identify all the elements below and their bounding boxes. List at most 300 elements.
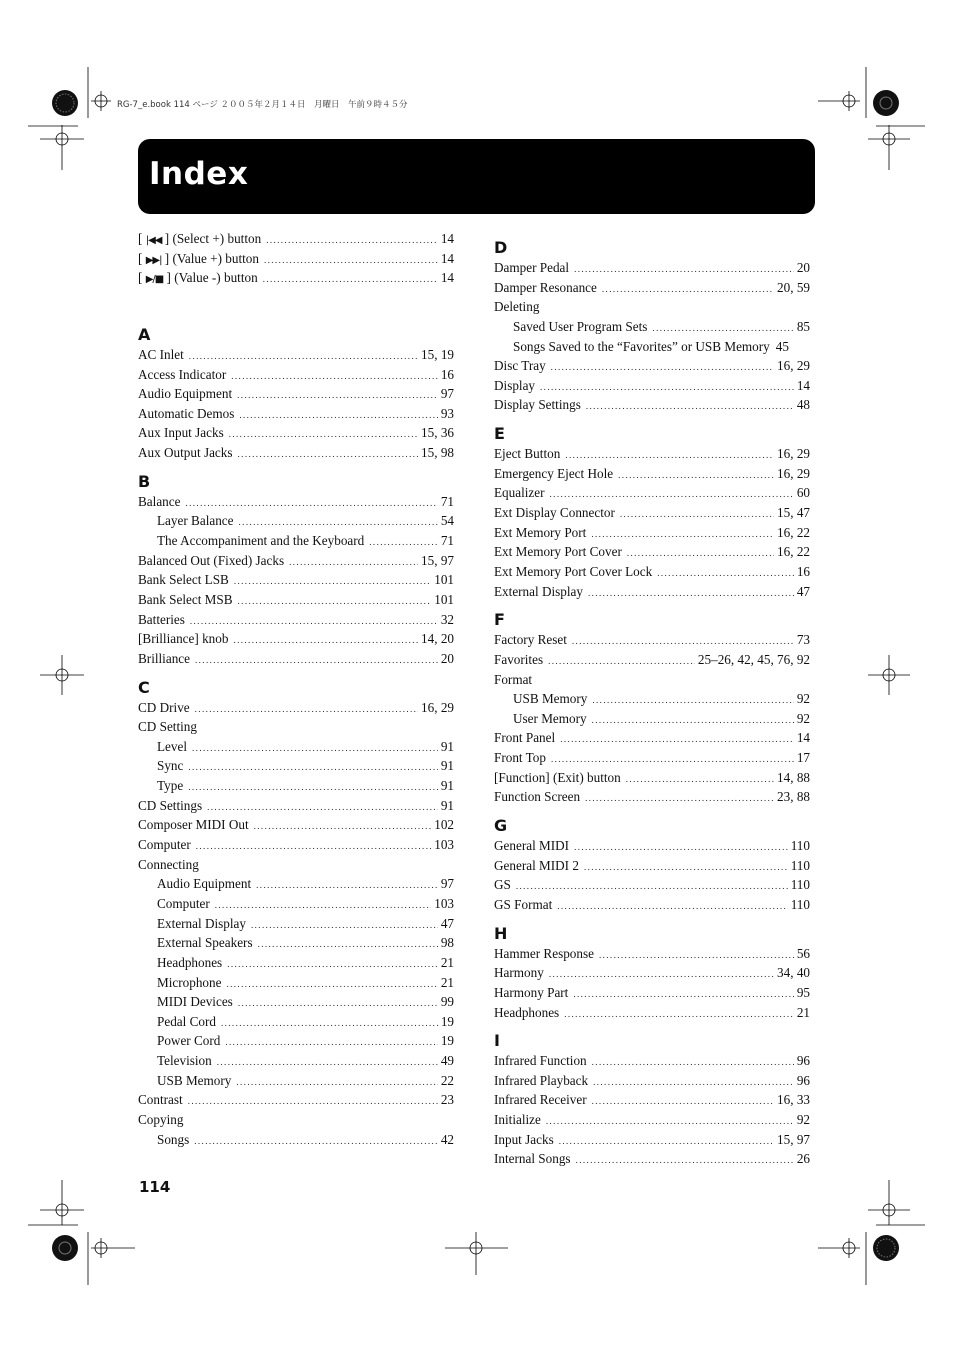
entry-page-ref: 34, 40 bbox=[777, 965, 810, 981]
index-subentry bbox=[494, 317, 810, 337]
entry-page-ref: 91 bbox=[440, 738, 454, 754]
index-entry bbox=[138, 796, 454, 816]
leader-dots bbox=[188, 778, 438, 798]
index-entry bbox=[494, 483, 810, 503]
entry-page-ref: 102 bbox=[434, 817, 454, 833]
index-group-heading bbox=[494, 297, 810, 317]
index-letter-heading: I bbox=[494, 1031, 500, 1051]
entry-page-ref: 103 bbox=[434, 837, 454, 853]
index-entry bbox=[494, 856, 810, 876]
leader-dots bbox=[264, 251, 438, 271]
leader-dots bbox=[584, 858, 788, 878]
entry-page-ref: 15, 36 bbox=[421, 425, 454, 441]
index-letter-heading: H bbox=[494, 923, 508, 943]
index-subentry bbox=[138, 1031, 454, 1051]
entry-label: Type bbox=[157, 778, 184, 794]
entry-page-ref: 15, 47 bbox=[777, 505, 810, 521]
entry-label: User Memory bbox=[513, 710, 587, 726]
skip-back-icon: |◀◀ bbox=[145, 235, 162, 246]
index-entry bbox=[494, 1003, 810, 1023]
entry-page-ref: 110 bbox=[790, 877, 810, 893]
entry-label: Bank Select MSB bbox=[138, 591, 233, 607]
leader-dots bbox=[588, 584, 794, 604]
index-subentry bbox=[138, 511, 454, 531]
index-entry bbox=[494, 523, 810, 543]
entry-label: External Display bbox=[157, 915, 246, 931]
index-entry bbox=[494, 1130, 810, 1150]
index-letter-heading: D bbox=[494, 238, 508, 257]
leader-dots bbox=[238, 445, 419, 465]
index-entry bbox=[138, 551, 454, 571]
entry-label: Computer bbox=[157, 895, 210, 911]
entry-label: MIDI Devices bbox=[157, 994, 233, 1010]
leader-dots bbox=[574, 838, 788, 858]
entry-page-ref: 48 bbox=[796, 397, 810, 413]
index-subentry bbox=[138, 992, 454, 1012]
leader-dots bbox=[626, 770, 774, 790]
index-group-heading bbox=[138, 855, 454, 875]
index-entry bbox=[494, 1110, 810, 1130]
index-entry bbox=[138, 249, 454, 269]
entry-page-ref: 32 bbox=[440, 611, 454, 627]
index-entry bbox=[138, 570, 454, 590]
entry-page-ref: 19 bbox=[440, 1033, 454, 1049]
leader-dots bbox=[551, 358, 774, 378]
entry-page-ref: 14 bbox=[796, 377, 810, 393]
index-entry bbox=[138, 835, 454, 855]
leader-dots bbox=[592, 1092, 774, 1112]
index-entry bbox=[494, 787, 810, 807]
entry-page-ref: 16, 33 bbox=[777, 1092, 810, 1108]
entry-label: Layer Balance bbox=[157, 513, 234, 529]
index-entry bbox=[494, 1071, 810, 1091]
print-header: RG-7_e.book 114 ページ ２００５年２月１４日 月曜日 午前９時４５分 bbox=[117, 100, 408, 110]
entry-label: General MIDI 2 bbox=[494, 857, 579, 873]
leader-dots bbox=[225, 1033, 437, 1053]
entry-page-ref: 14 bbox=[440, 270, 454, 286]
index-entry bbox=[138, 365, 454, 385]
entry-label: CD Drive bbox=[138, 699, 190, 715]
entry-page-ref: 47 bbox=[796, 583, 810, 599]
entry-page-ref: 14 bbox=[440, 250, 454, 266]
leader-dots bbox=[237, 386, 438, 406]
index-subentry bbox=[138, 1051, 454, 1071]
entry-page-ref: 14, 20 bbox=[421, 631, 454, 647]
entry-page-ref: 91 bbox=[440, 778, 454, 794]
index-entry bbox=[494, 464, 810, 484]
index-entry bbox=[138, 384, 454, 404]
leader-dots bbox=[227, 955, 438, 975]
leader-dots bbox=[620, 505, 774, 525]
index-entry bbox=[138, 423, 454, 443]
entry-label: Aux Input Jacks bbox=[138, 425, 224, 441]
index-entry bbox=[494, 983, 810, 1003]
index-entry bbox=[494, 1051, 810, 1071]
entry-label: Eject Button bbox=[494, 446, 561, 462]
leader-dots bbox=[238, 592, 432, 612]
index-entry bbox=[494, 875, 810, 895]
index-column-left bbox=[138, 229, 454, 1149]
index-entry bbox=[138, 590, 454, 610]
entry-page-ref: 16, 29 bbox=[777, 446, 810, 462]
entry-label-text: ] (Value -) button bbox=[163, 270, 258, 286]
index-subentry bbox=[138, 737, 454, 757]
entry-label: Display Settings bbox=[494, 397, 581, 413]
index-entry bbox=[494, 650, 810, 670]
section-spacer bbox=[138, 288, 454, 316]
entry-page-ref: 15, 98 bbox=[421, 445, 454, 461]
leader-dots bbox=[188, 1092, 438, 1112]
entry-label: Hammer Response bbox=[494, 945, 594, 961]
entry-label: USB Memory bbox=[157, 1072, 232, 1088]
entry-label: Composer MIDI Out bbox=[138, 817, 249, 833]
leader-dots bbox=[592, 691, 793, 711]
entry-label: Contrast bbox=[138, 1092, 183, 1108]
entry-page-ref: 71 bbox=[440, 533, 454, 549]
entry-label: Disc Tray bbox=[494, 358, 546, 374]
index-entry bbox=[494, 258, 810, 278]
index-entry bbox=[494, 895, 810, 915]
index-entry bbox=[494, 376, 810, 396]
leader-dots bbox=[289, 553, 418, 573]
leader-dots bbox=[226, 975, 437, 995]
index-subentry bbox=[494, 689, 810, 709]
entry-page-ref: 45 bbox=[775, 338, 789, 354]
leader-dots bbox=[195, 700, 418, 720]
leader-dots bbox=[236, 1073, 437, 1093]
bracket: [ bbox=[138, 250, 146, 266]
index-group-heading bbox=[494, 670, 810, 690]
index-entry bbox=[138, 268, 454, 288]
entry-label: Brilliance bbox=[138, 650, 190, 666]
skip-forward-icon: ▶▶| bbox=[145, 254, 162, 266]
index-subentry bbox=[138, 953, 454, 973]
entry-label: Input Jacks bbox=[494, 1131, 554, 1147]
entry-label: Saved User Program Sets bbox=[513, 318, 648, 334]
index-entry bbox=[494, 630, 810, 650]
entry-label: Ext Memory Port Cover Lock bbox=[494, 563, 653, 579]
index-subentry bbox=[138, 914, 454, 934]
entry-label: USB Memory bbox=[513, 691, 588, 707]
entry-label: Copying bbox=[138, 1111, 184, 1127]
entry-label: [Function] (Exit) button bbox=[494, 769, 621, 785]
entry-page-ref: 23 bbox=[440, 1092, 454, 1108]
entry-label-text: ] (Value +) button bbox=[161, 250, 259, 266]
leader-dots bbox=[231, 367, 438, 387]
index-entry bbox=[494, 836, 810, 856]
index-entry bbox=[494, 542, 810, 562]
entry-page-ref: 17 bbox=[796, 750, 810, 766]
entry-page-ref: 20, 59 bbox=[777, 279, 810, 295]
title-bar bbox=[138, 139, 815, 214]
entry-label: Microphone bbox=[157, 974, 222, 990]
index-entry bbox=[494, 768, 810, 788]
index-entry bbox=[138, 698, 454, 718]
entry-page-ref: 110 bbox=[790, 857, 810, 873]
entry-page-ref: 110 bbox=[790, 896, 810, 912]
leader-dots bbox=[546, 1112, 794, 1132]
entry-label: Songs Saved to the “Favorites” or USB Memory bbox=[513, 338, 770, 354]
entry-page-ref: 92 bbox=[796, 710, 810, 726]
index-entry bbox=[494, 503, 810, 523]
entry-page-ref: 56 bbox=[796, 945, 810, 961]
entry-label: Television bbox=[157, 1053, 212, 1069]
entry-page-ref: 14 bbox=[796, 730, 810, 746]
entry-label: Balanced Out (Fixed) Jacks bbox=[138, 552, 285, 568]
entry-label bbox=[138, 268, 258, 290]
entry-page-ref: 95 bbox=[796, 984, 810, 1000]
index-subentry bbox=[138, 874, 454, 894]
leader-dots bbox=[592, 711, 794, 731]
index-entry bbox=[494, 278, 810, 298]
entry-page-ref: 92 bbox=[796, 1112, 810, 1128]
entry-page-ref: 93 bbox=[440, 405, 454, 421]
leader-dots bbox=[573, 985, 793, 1005]
entry-label: Automatic Demos bbox=[138, 405, 235, 421]
entry-label: Access Indicator bbox=[138, 366, 227, 382]
leader-dots bbox=[557, 897, 787, 917]
index-entry bbox=[494, 582, 810, 602]
entry-label: Computer bbox=[138, 837, 191, 853]
entry-label-text: ] (Select +) button bbox=[161, 231, 262, 246]
entry-label: The Accompaniment and the Keyboard bbox=[157, 533, 365, 549]
entry-label bbox=[138, 249, 259, 271]
entry-page-ref: 91 bbox=[440, 758, 454, 774]
index-entry bbox=[138, 345, 454, 365]
entry-label bbox=[138, 229, 261, 251]
leader-dots bbox=[195, 651, 438, 671]
leader-dots bbox=[215, 896, 431, 916]
entry-label: Level bbox=[157, 738, 188, 754]
entry-label: Infrared Playback bbox=[494, 1072, 589, 1088]
leader-dots bbox=[559, 1132, 774, 1152]
entry-page-ref: 103 bbox=[434, 895, 454, 911]
index-entry bbox=[494, 1149, 810, 1169]
entry-page-ref: 97 bbox=[440, 876, 454, 892]
entry-page-ref: 25–26, 42, 45, 76, 92 bbox=[697, 651, 810, 667]
index-group-heading bbox=[138, 1110, 454, 1130]
entry-page-ref: 101 bbox=[434, 572, 454, 588]
leader-dots bbox=[585, 789, 774, 809]
index-entry bbox=[494, 395, 810, 415]
index-entry bbox=[138, 649, 454, 669]
entry-page-ref: 15, 97 bbox=[421, 552, 454, 568]
leader-dots bbox=[234, 572, 431, 592]
leader-dots bbox=[221, 1014, 438, 1034]
entry-page-ref: 99 bbox=[440, 994, 454, 1010]
index-entry bbox=[138, 815, 454, 835]
entry-label: Initialize bbox=[494, 1112, 541, 1128]
entry-label: Internal Songs bbox=[494, 1151, 571, 1167]
entry-page-ref: 20 bbox=[440, 650, 454, 666]
index-entry bbox=[494, 944, 810, 964]
leader-dots bbox=[256, 876, 438, 896]
entry-label: GS bbox=[494, 877, 511, 893]
index-subentry bbox=[138, 531, 454, 551]
entry-label: Function Screen bbox=[494, 789, 581, 805]
index-entry bbox=[494, 748, 810, 768]
entry-label: Audio Equipment bbox=[138, 386, 233, 402]
page-number: 114 bbox=[139, 1178, 171, 1196]
index-letter-heading: E bbox=[494, 424, 505, 444]
entry-page-ref: 16, 22 bbox=[777, 524, 810, 540]
entry-page-ref: 101 bbox=[434, 591, 454, 607]
entry-label: Connecting bbox=[138, 856, 199, 872]
index-entry bbox=[138, 443, 454, 463]
index-entry bbox=[494, 728, 810, 748]
entry-label: Sync bbox=[157, 758, 184, 774]
index-entry bbox=[138, 1090, 454, 1110]
entry-label: Deleting bbox=[494, 299, 540, 315]
entry-label: Favorites bbox=[494, 651, 544, 667]
entry-page-ref: 16 bbox=[440, 366, 454, 382]
entry-label: External Speakers bbox=[157, 935, 253, 951]
index-letter-heading: G bbox=[494, 816, 508, 836]
leader-dots bbox=[229, 425, 418, 445]
entry-label: AC Inlet bbox=[138, 346, 184, 362]
entry-label: Infrared Receiver bbox=[494, 1092, 587, 1108]
index-letter-heading: F bbox=[494, 610, 505, 630]
entry-page-ref: 21 bbox=[440, 974, 454, 990]
leader-dots bbox=[251, 916, 438, 936]
leader-dots bbox=[592, 1053, 794, 1073]
entry-page-ref: 42 bbox=[440, 1131, 454, 1147]
entry-page-ref: 110 bbox=[790, 838, 810, 854]
leader-dots bbox=[217, 1053, 438, 1073]
index-entry bbox=[494, 963, 810, 983]
entry-label: Damper Pedal bbox=[494, 260, 570, 275]
entry-label: Front Panel bbox=[494, 730, 556, 746]
entry-label: Songs bbox=[157, 1131, 190, 1147]
entry-label: External Display bbox=[494, 583, 583, 599]
leader-dots bbox=[238, 994, 438, 1014]
page-title: Index bbox=[149, 156, 249, 192]
leader-dots bbox=[258, 935, 438, 955]
leader-dots bbox=[593, 1073, 794, 1093]
entry-page-ref: 16 bbox=[796, 563, 810, 579]
entry-page-ref: 96 bbox=[796, 1072, 810, 1088]
entry-page-ref: 16, 22 bbox=[777, 544, 810, 560]
leader-dots bbox=[254, 817, 432, 837]
index-entry bbox=[494, 1090, 810, 1110]
entry-page-ref: 21 bbox=[796, 1004, 810, 1020]
entry-page-ref: 21 bbox=[440, 954, 454, 970]
index-subentry bbox=[138, 933, 454, 953]
index-entry bbox=[494, 444, 810, 464]
play-stop-icon: ▶/■ bbox=[145, 274, 164, 286]
leader-dots bbox=[188, 758, 437, 778]
leader-dots bbox=[194, 1132, 438, 1152]
entry-label: Damper Resonance bbox=[494, 279, 597, 295]
entry-label: [Brilliance] knob bbox=[138, 631, 229, 647]
leader-dots bbox=[549, 965, 774, 985]
entry-page-ref: 85 bbox=[796, 318, 810, 334]
entry-page-ref: 92 bbox=[796, 691, 810, 707]
leader-dots bbox=[574, 260, 794, 280]
leader-dots bbox=[564, 1005, 794, 1025]
bracket: [ bbox=[138, 270, 146, 286]
entry-label: GS Format bbox=[494, 896, 553, 912]
entry-label: Batteries bbox=[138, 611, 185, 627]
entry-page-ref: 26 bbox=[796, 1151, 810, 1167]
bracket: [ bbox=[138, 231, 146, 246]
entry-label: Harmony bbox=[494, 965, 544, 981]
entry-label: Harmony Part bbox=[494, 984, 569, 1000]
leader-dots bbox=[618, 466, 774, 486]
index-entry bbox=[494, 562, 810, 582]
entry-page-ref: 96 bbox=[796, 1053, 810, 1069]
index-letter-heading: C bbox=[138, 677, 150, 697]
leader-dots bbox=[599, 946, 794, 966]
leader-dots bbox=[576, 1151, 794, 1171]
entry-label: Audio Equipment bbox=[157, 876, 252, 892]
entry-page-ref: 16, 29 bbox=[777, 358, 810, 374]
entry-page-ref: 91 bbox=[440, 797, 454, 813]
entry-label: Pedal Cord bbox=[157, 1013, 216, 1029]
entry-page-ref: 73 bbox=[796, 632, 810, 648]
entry-page-ref: 54 bbox=[440, 513, 454, 529]
index-entry bbox=[138, 629, 454, 649]
entry-page-ref: 19 bbox=[440, 1013, 454, 1029]
index-entry bbox=[138, 610, 454, 630]
index-subentry bbox=[138, 776, 454, 796]
entry-page-ref: 22 bbox=[440, 1072, 454, 1088]
index-subentry bbox=[138, 756, 454, 776]
leader-dots bbox=[196, 837, 431, 857]
entry-page-ref: 14 bbox=[440, 231, 454, 246]
leader-dots bbox=[657, 564, 794, 584]
index-subentry bbox=[138, 894, 454, 914]
entry-page-ref: 97 bbox=[440, 386, 454, 402]
leader-dots bbox=[586, 397, 794, 417]
entry-page-ref: 15, 97 bbox=[777, 1131, 810, 1147]
leader-dots bbox=[516, 877, 788, 897]
entry-label: Front Top bbox=[494, 750, 546, 766]
index-subentry bbox=[138, 1012, 454, 1032]
entry-page-ref: 71 bbox=[440, 493, 454, 509]
index-subentry bbox=[138, 973, 454, 993]
index-entry bbox=[138, 229, 454, 249]
leader-dots bbox=[263, 270, 438, 290]
index-subentry bbox=[494, 337, 810, 357]
entry-label: General MIDI bbox=[494, 838, 570, 854]
entry-label: Display bbox=[494, 377, 536, 393]
entry-label: Headphones bbox=[157, 954, 223, 970]
entry-label: Power Cord bbox=[157, 1033, 221, 1049]
entry-page-ref: 47 bbox=[440, 915, 454, 931]
index-subentry bbox=[138, 1071, 454, 1091]
index-group-heading bbox=[138, 717, 454, 737]
leader-dots bbox=[239, 406, 437, 426]
entry-label: Aux Output Jacks bbox=[138, 445, 233, 461]
entry-label: Headphones bbox=[494, 1004, 560, 1020]
entry-label: Bank Select LSB bbox=[138, 572, 229, 588]
entry-page-ref: 49 bbox=[440, 1053, 454, 1069]
entry-page-ref: 60 bbox=[796, 485, 810, 501]
entry-label: Balance bbox=[138, 493, 181, 509]
entry-page-ref: 16, 29 bbox=[777, 465, 810, 481]
entry-label: CD Settings bbox=[138, 797, 203, 813]
index-letter-heading: B bbox=[138, 471, 151, 491]
index-entry bbox=[494, 356, 810, 376]
index-entry bbox=[138, 492, 454, 512]
entry-label: CD Setting bbox=[138, 719, 197, 735]
leader-dots bbox=[602, 280, 774, 300]
entry-label: Emergency Eject Hole bbox=[494, 465, 614, 481]
entry-page-ref: 23, 88 bbox=[777, 789, 810, 805]
index-entry bbox=[138, 404, 454, 424]
leader-dots bbox=[560, 730, 794, 750]
